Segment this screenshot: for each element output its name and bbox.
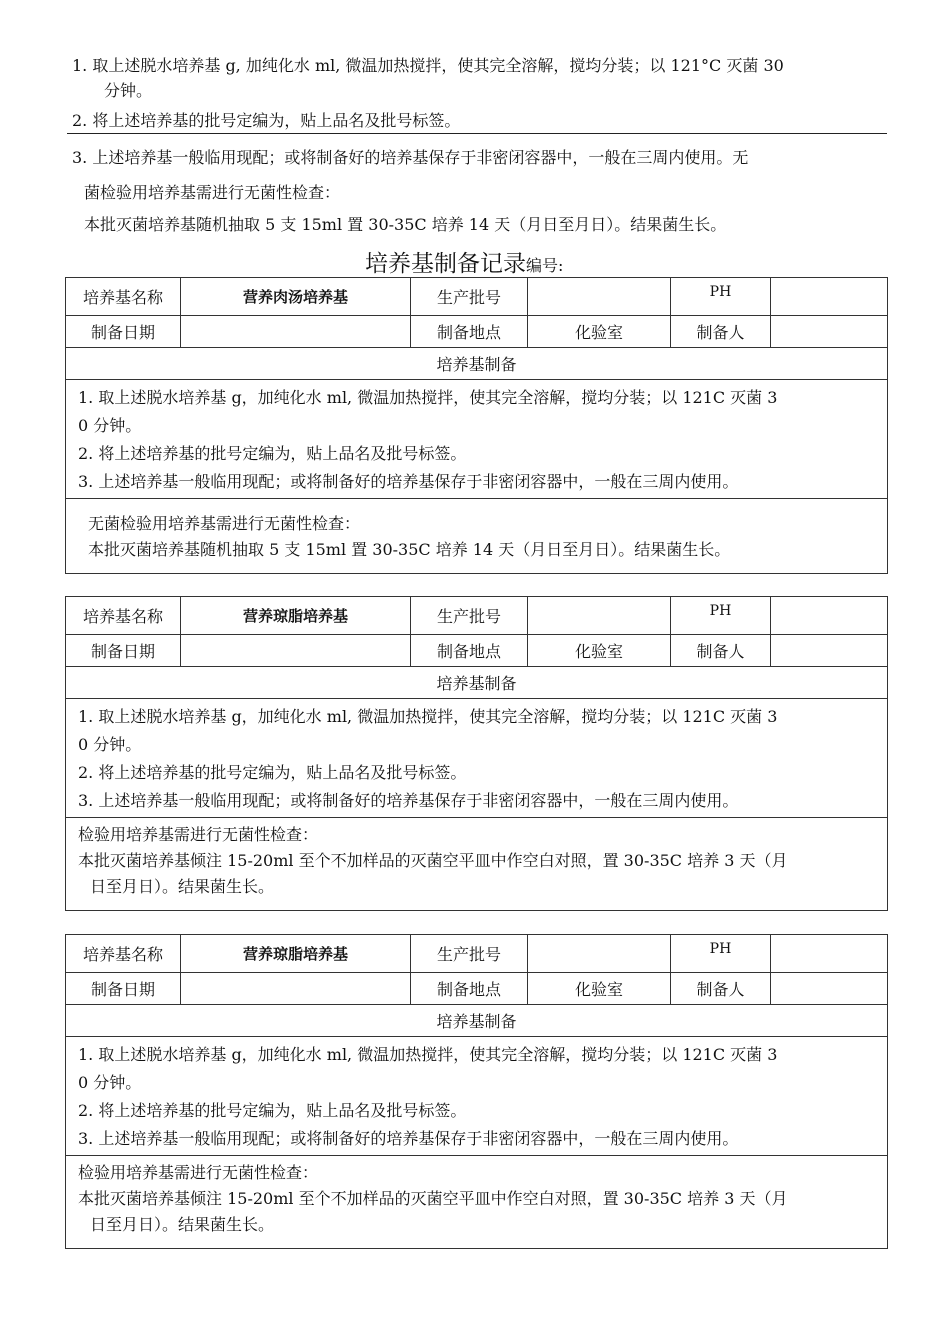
batch-no-value — [528, 935, 671, 973]
page-title-main: 培养基制备记录 — [365, 251, 526, 277]
prep-steps — [66, 699, 888, 818]
prep-steps — [66, 1037, 888, 1156]
header-divider — [67, 133, 887, 134]
ph-label: PH — [671, 278, 771, 316]
prep-step-2: 2. 将上述培养基的批号定编为，贴上品名及批号标签。 — [78, 444, 467, 463]
prep-place-label: 制备地点 — [411, 635, 528, 667]
record-table-2 — [65, 596, 888, 911]
prep-place-label: 制备地点 — [411, 973, 528, 1005]
prep-section-header: 培养基制备 — [66, 348, 888, 380]
preparer-label: 制备人 — [671, 973, 771, 1005]
prep-step-1: 1. 取上述脱水培养基 g，加纯化水 ml, 微温加热搅拌，使其完全溶解，搅均分装；以 121C 灭菌 3 — [78, 388, 778, 407]
batch-no-value — [528, 597, 671, 635]
preparer-label: 制备人 — [671, 635, 771, 667]
prep-section-header: 培养基制备 — [66, 1005, 888, 1037]
sterility-check — [66, 1156, 888, 1249]
sterility-check-text: 本批灭菌培养基倾注 15-20ml 至个不加样品的灭菌空平皿中作空白对照，置 30-35C 培养 3 天（月 — [78, 1189, 788, 1208]
ph-label: PH — [671, 597, 771, 635]
record-table-3 — [65, 934, 888, 1249]
header-step1-line1: 1. 取上述脱水培养基 g, 加纯化水 ml, 微温加热搅拌，使其完全溶解，搅均分装；以 121°C 灭菌 30 — [72, 56, 784, 75]
prep-steps — [66, 380, 888, 499]
medium-name-value: 营养琼脂培养基 — [181, 935, 411, 973]
page-title-number-label: 编号: — [526, 256, 564, 275]
batch-no-value — [528, 278, 671, 316]
sterility-check-text-cont: 日至月日）。结果菌生长。 — [90, 877, 275, 896]
prep-place-value: 化验室 — [528, 973, 671, 1005]
sterility-check-title: 无菌检验用培养基需进行无菌性检查： — [88, 514, 361, 533]
ph-label: PH — [671, 935, 771, 973]
prep-step-3: 3. 上述培养基一般临用现配；或将制备好的培养基保存于非密闭容器中，一般在三周内使用。 — [78, 1129, 739, 1148]
prep-step-2: 2. 将上述培养基的批号定编为，贴上品名及批号标签。 — [78, 1101, 467, 1120]
sterility-check-text: 本批灭菌培养基随机抽取 5 支 15ml 置 30-35C 培养 14 天（月日至月日）。结果菌生长。 — [88, 540, 731, 559]
prep-step-1-cont: 0 分钟。 — [78, 1073, 142, 1092]
prep-date-value — [181, 635, 411, 667]
sterility-check-text: 本批灭菌培养基倾注 15-20ml 至个不加样品的灭菌空平皿中作空白对照，置 30-35C 培养 3 天（月 — [78, 851, 788, 870]
sterility-check-title: 检验用培养基需进行无菌性检查： — [78, 825, 319, 844]
ph-value — [771, 935, 888, 973]
medium-name-value: 营养琼脂培养基 — [181, 597, 411, 635]
prep-date-label: 制备日期 — [66, 973, 181, 1005]
medium-name-label: 培养基名称 — [66, 278, 181, 316]
sterility-check — [66, 499, 888, 574]
record-table-1 — [65, 277, 888, 574]
header-step1-line2: 分钟。 — [104, 81, 153, 100]
prep-date-value — [181, 316, 411, 348]
prep-date-value — [181, 973, 411, 1005]
prep-place-label: 制备地点 — [411, 316, 528, 348]
preparer-value — [771, 316, 888, 348]
batch-no-label: 生产批号 — [411, 278, 528, 316]
header-sterility-note: 本批灭菌培养基随机抽取 5 支 15ml 置 30-35C 培养 14 天（月日至月日）。结果菌生长。 — [84, 215, 727, 234]
prep-step-2: 2. 将上述培养基的批号定编为，贴上品名及批号标签。 — [78, 763, 467, 782]
ph-value — [771, 278, 888, 316]
prep-step-3: 3. 上述培养基一般临用现配；或将制备好的培养基保存于非密闭容器中，一般在三周内使用。 — [78, 472, 739, 491]
page-title — [365, 245, 563, 278]
prep-step-1-cont: 0 分钟。 — [78, 416, 142, 435]
prep-date-label: 制备日期 — [66, 635, 181, 667]
prep-step-1-cont: 0 分钟。 — [78, 735, 142, 754]
preparer-value — [771, 635, 888, 667]
sterility-check — [66, 818, 888, 911]
ph-value — [771, 597, 888, 635]
medium-name-label: 培养基名称 — [66, 597, 181, 635]
prep-place-value: 化验室 — [528, 635, 671, 667]
header-step2: 2. 将上述培养基的批号定编为，贴上品名及批号标签。 — [72, 111, 461, 130]
batch-no-label: 生产批号 — [411, 597, 528, 635]
preparer-label: 制备人 — [671, 316, 771, 348]
medium-name-label: 培养基名称 — [66, 935, 181, 973]
prep-date-label: 制备日期 — [66, 316, 181, 348]
prep-step-3: 3. 上述培养基一般临用现配；或将制备好的培养基保存于非密闭容器中，一般在三周内使用。 — [78, 791, 739, 810]
sterility-check-title: 检验用培养基需进行无菌性检查： — [78, 1163, 319, 1182]
prep-section-header: 培养基制备 — [66, 667, 888, 699]
header-step3-line1: 3. 上述培养基一般临用现配；或将制备好的培养基保存于非密闭容器中，一般在三周内使用。无 — [72, 148, 749, 167]
prep-place-value: 化验室 — [528, 316, 671, 348]
sterility-check-text-cont: 日至月日）。结果菌生长。 — [90, 1215, 275, 1234]
header-step3-line2: 菌检验用培养基需进行无菌性检查： — [84, 183, 341, 202]
medium-name-value: 营养肉汤培养基 — [181, 278, 411, 316]
prep-step-1: 1. 取上述脱水培养基 g，加纯化水 ml, 微温加热搅拌，使其完全溶解，搅均分装；以 121C 灭菌 3 — [78, 1045, 778, 1064]
prep-step-1: 1. 取上述脱水培养基 g，加纯化水 ml, 微温加热搅拌，使其完全溶解，搅均分装；以 121C 灭菌 3 — [78, 707, 778, 726]
preparer-value — [771, 973, 888, 1005]
batch-no-label: 生产批号 — [411, 935, 528, 973]
